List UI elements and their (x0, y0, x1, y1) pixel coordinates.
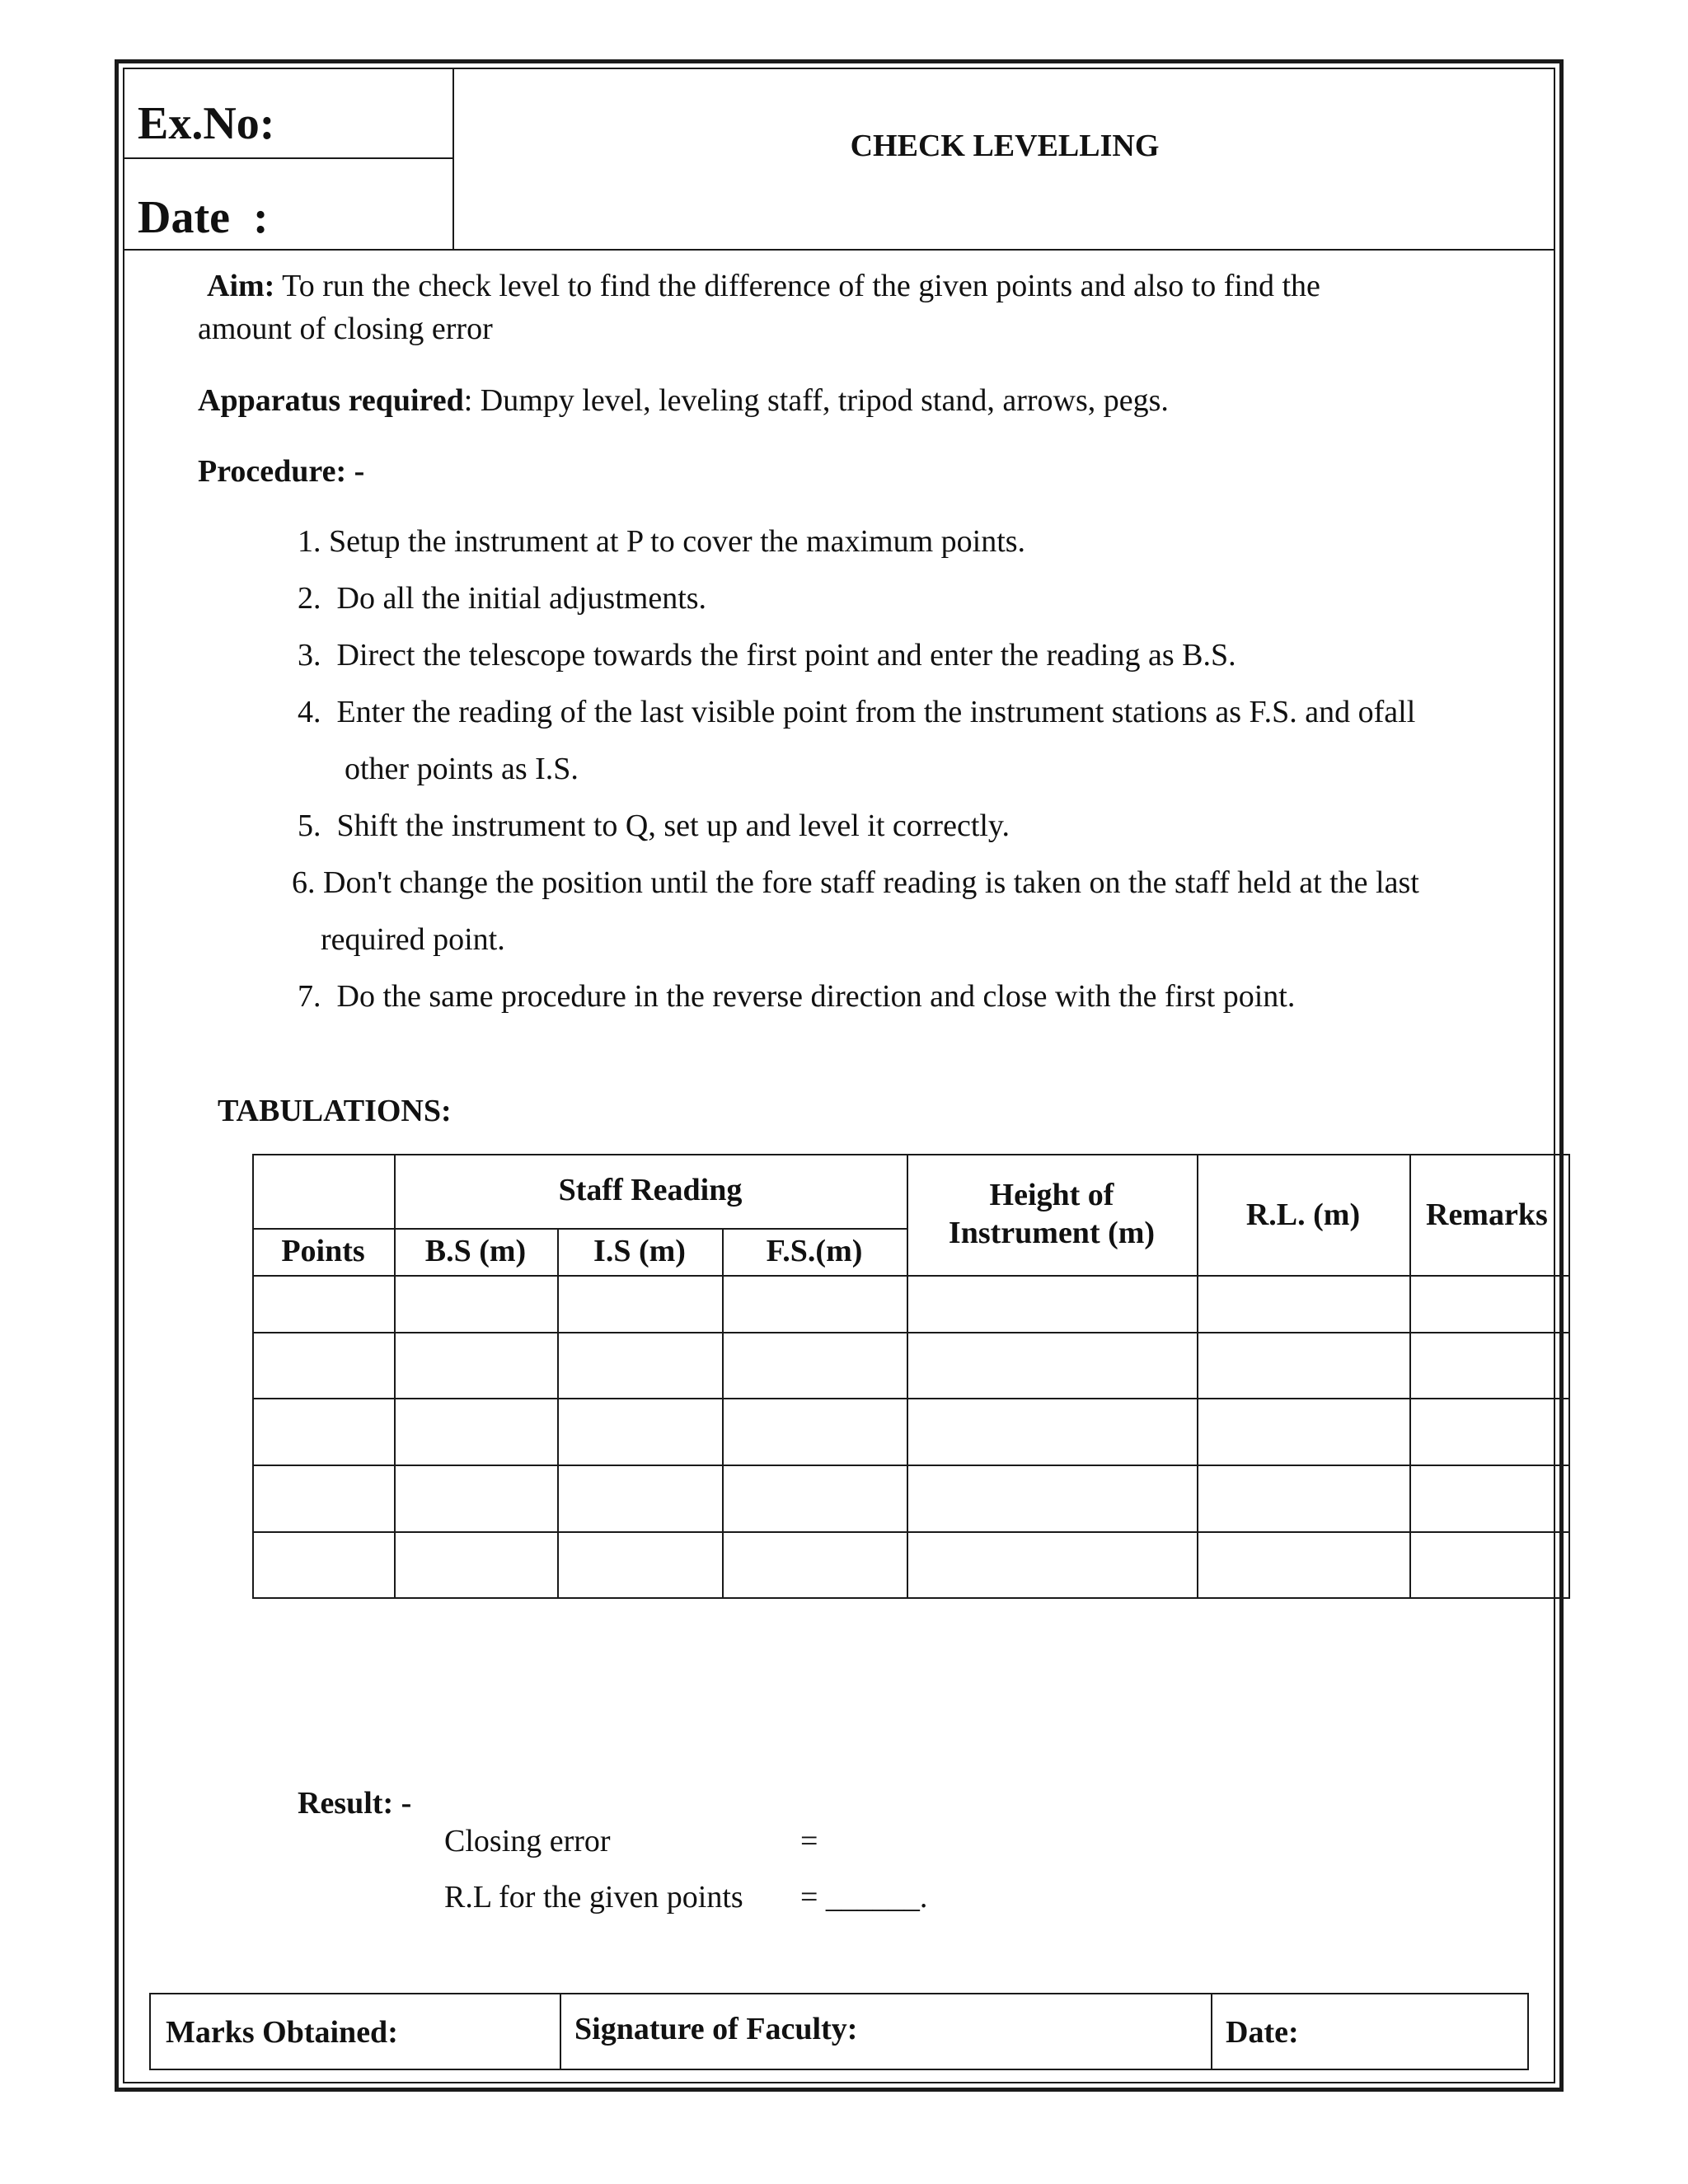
procedure-step: 6. Don't change the position until the fore staff reading is taken on the staff held at the last (292, 865, 1419, 900)
faculty-signature-label: Signature of Faculty: (574, 2012, 858, 2046)
procedure-step: 1. Setup the instrument at P to cover the maximum points. (298, 524, 1026, 559)
page-title: CHECK LEVELLING (850, 129, 1160, 163)
table-hline (252, 1275, 1570, 1277)
table-vline (722, 1228, 724, 1599)
table-hline (252, 1228, 908, 1230)
apparatus-line (198, 382, 1169, 420)
rl-given-points-label: R.L for the given points (444, 1880, 743, 1915)
table-vline (557, 1228, 559, 1599)
tabulation-table (252, 1154, 1573, 1599)
closing-error-label: Closing error (444, 1824, 611, 1858)
aim-line-1 (207, 268, 1320, 306)
col-header-remarks: Remarks (1426, 1197, 1548, 1232)
marks-obtained-label: Marks Obtained: (166, 2015, 398, 2050)
table-row-line (252, 1332, 1570, 1333)
procedure-step: 2. Do all the initial adjustments. (298, 581, 707, 616)
apparatus-text: : Dumpy level, leveling staff, tripod stand, arrows, pegs. (463, 383, 1169, 418)
col-header-hi-1: Height of (989, 1178, 1114, 1212)
footer-divider (560, 1994, 561, 2069)
col-header-bs: B.S (m) (424, 1234, 527, 1268)
table-row-line (252, 1531, 1570, 1533)
procedure-label: Procedure: - (198, 454, 365, 489)
col-header-points: Points (281, 1234, 365, 1268)
col-header-fs: F.S.(m) (766, 1234, 863, 1268)
footer-box (149, 1993, 1529, 2070)
result-label: Result: - (298, 1786, 412, 1821)
col-header-is: I.S (m) (593, 1234, 686, 1268)
page-border-inner (123, 68, 1555, 2083)
procedure-step: 3. Direct the telescope towards the first point and enter the reading as B.S. (298, 638, 1236, 673)
table-row-line (252, 1465, 1570, 1466)
header-bottom-rule (454, 249, 1555, 251)
aim-text-1: To run the check level to find the difference of the given points and also to find the (282, 269, 1320, 303)
aim-label: Aim: (207, 269, 275, 303)
table-row-line (252, 1398, 1570, 1399)
procedure-step-cont: other points as I.S. (345, 752, 579, 786)
col-header-hi-2: Instrument (m) (948, 1216, 1156, 1250)
date-label: Date : (138, 192, 269, 243)
procedure-step: 7. Do the same procedure in the reverse direction and close with the first point. (298, 979, 1296, 1014)
procedure-step-cont: required point. (321, 922, 505, 957)
apparatus-label: Apparatus required (198, 383, 464, 418)
staff-reading-header: Staff Reading (558, 1173, 743, 1207)
procedure-step: 4. Enter the reading of the last visible point from the instrument stations as F.S. and ofall (298, 695, 1416, 729)
footer-divider (1211, 1994, 1212, 2069)
closing-error-equals: = (800, 1824, 818, 1858)
col-header-rl: R.L. (m) (1245, 1197, 1361, 1232)
tabulations-label: TABULATIONS: (218, 1094, 452, 1128)
table-row-line (252, 1597, 1570, 1599)
rl-given-points-value: = ______. (800, 1880, 928, 1915)
header-separator (123, 157, 454, 159)
procedure-step: 5. Shift the instrument to Q, set up and level it correctly. (298, 808, 1010, 843)
aim-text-2: amount of closing error (198, 312, 493, 346)
ex-no-label: Ex.No: (138, 98, 275, 149)
footer-date-label: Date: (1226, 2015, 1299, 2050)
table-hline (252, 1154, 1570, 1155)
